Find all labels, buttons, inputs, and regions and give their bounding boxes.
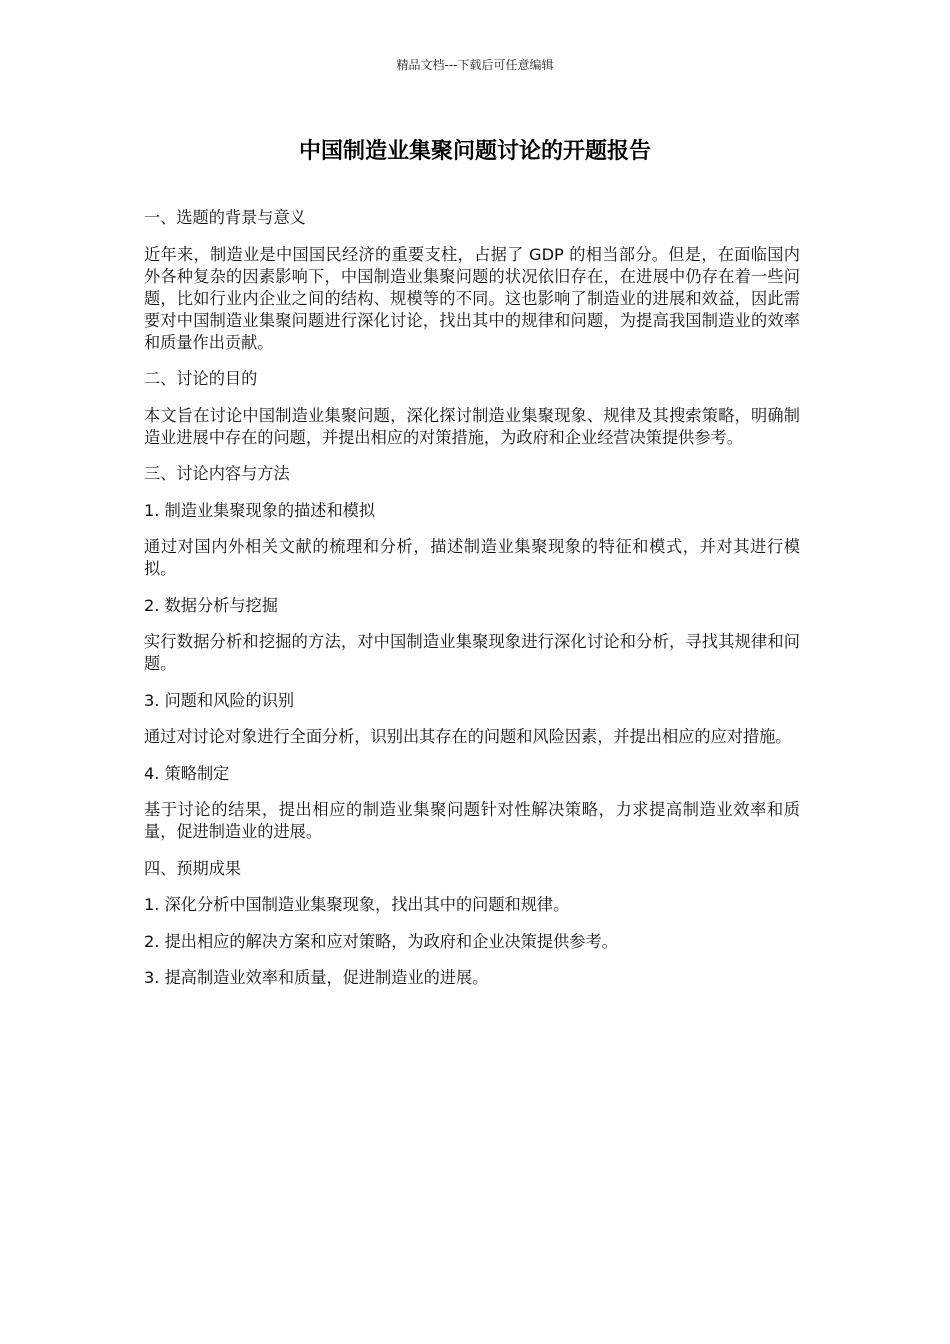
section-heading-background: 一、选题的背景与意义 <box>144 208 306 227</box>
paragraph-1: 通过对国内外相关文献的梳理和分析，描述制造业集聚现象的特征和模式，并对其进行模拟。 <box>144 537 800 578</box>
section-heading-content-method: 三、讨论内容与方法 <box>144 464 290 483</box>
paragraph-3: 通过对讨论对象进行全面分析，识别出其存在的问题和风险因素，并提出相应的应对措施。 <box>144 727 792 746</box>
paragraph-2: 实行数据分析和挖掘的方法，对中国制造业集聚现象进行深化讨论和分析，寻找其规律和问题。 <box>144 632 800 673</box>
result-item-1: 1. 深化分析中国制造业集聚现象，找出其中的问题和规律。 <box>144 895 570 914</box>
paragraph-purpose: 本文旨在讨论中国制造业集聚问题，深化探讨制造业集聚现象、规律及其搜索策略，明确制造业进展中存在的问题，并提出相应的对策措施，为政府和企业经营决策提供参考。 <box>144 405 800 447</box>
result-item-2: 2. 提出相应的解决方案和应对策略，为政府和企业决策提供参考。 <box>144 931 618 951</box>
subheading-2: 2. 数据分析与挖掘 <box>144 595 278 615</box>
document-title: 中国制造业集聚问题讨论的开题报告 <box>298 139 651 164</box>
result-item-3: 3. 提高制造业效率和质量，促进制造业的进展。 <box>144 968 489 987</box>
paragraph-4: 基于讨论的结果，提出相应的制造业集聚问题针对性解决策略，力求提高制造业效率和质量，促进制造业的进展。 <box>144 800 800 841</box>
page-header: 精品文档---下载后可任意编辑 <box>396 58 554 72</box>
subheading-3: 3. 问题和风险的识别 <box>144 690 295 710</box>
section-heading-purpose: 二、讨论的目的 <box>144 369 258 388</box>
paragraph-background: 近年来，制造业是中国国民经济的重要支柱，占据了 GDP 的相当部分。但是，在面临国内外各种复杂的因素影响下，中国制造业集聚问题的状况依旧存在，在进展中仍存在着一些问题，比如行业内企业之间的结构、规模等的不同。这也影响了制造业的进展和效益，因此需要对中国制造业集聚问题进行深化讨论，找出其中的规律和问题，为提高我国制造业的效率和质量作出贡献。 <box>144 244 800 352</box>
subheading-4: 4. 策略制定 <box>144 763 230 783</box>
document-body <box>144 207 800 1004</box>
subheading-1: 1. 制造业集聚现象的描述和模拟 <box>144 500 376 520</box>
section-heading-expected-results: 四、预期成果 <box>144 858 242 878</box>
